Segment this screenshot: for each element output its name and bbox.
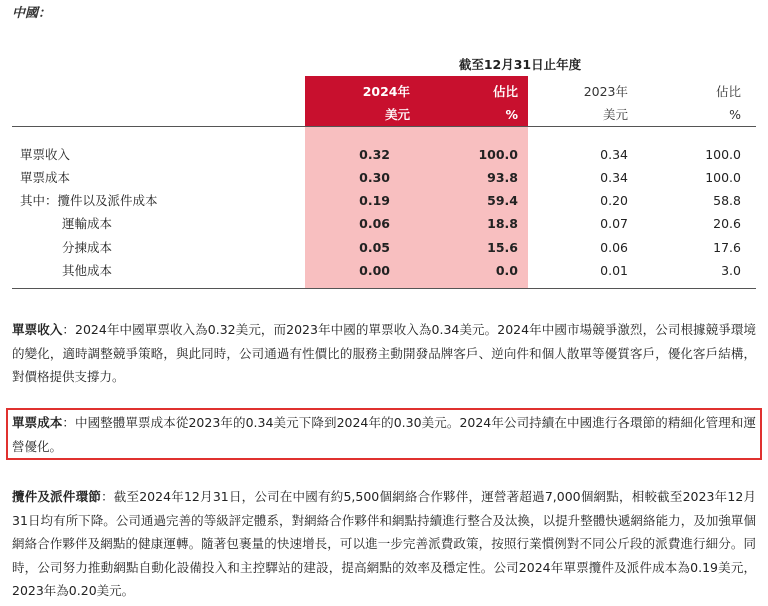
value-2024: 0.06 [359, 216, 390, 231]
cost-paragraph-text: ：中國整體單票成本從2023年的0.34美元下降到2024年的0.30美元。2024年公司持續在中國進行各環節的精細化管理和運營優化。 [12, 415, 756, 454]
row-label: 分揀成本 [62, 240, 113, 255]
value-2023: 0.01 [600, 263, 628, 278]
table-row [0, 212, 768, 235]
row-label: 其他成本 [62, 263, 113, 278]
col-2024-share-unit: % [505, 107, 518, 122]
value-2023: 0.06 [600, 240, 628, 255]
row-label: 運輸成本 [62, 216, 113, 231]
row-label: 單票成本 [20, 170, 71, 185]
share-2023: 17.6 [713, 240, 741, 255]
row-label: 其中：攬件以及派件成本 [20, 193, 158, 208]
share-2023: 100.0 [705, 147, 741, 162]
col-2023-year: 2023年 [583, 84, 628, 99]
share-2024: 15.6 [487, 240, 518, 255]
col-2024-share: 佔比 [492, 84, 518, 99]
value-2024: 0.05 [359, 240, 390, 255]
col-2023-share: 佔比 [715, 84, 741, 99]
table-row [0, 236, 768, 259]
col-2023-share-unit: % [729, 107, 741, 122]
pickup-delivery-paragraph-text: ：截至2024年12月31日，公司在中國有約5,500個網絡合作夥伴，運營著超過7,000個網點，相較截至2023年12月31日均有所下降。公司通過完善的等級評定體系，對網絡合作夥伴和網點持續進行整合及汰換，以提升整體快遞網絡能力，及加強單個網絡合作夥伴及網點的健康運轉。隨著包裹量的快速增長，可以進一步完善派費政策，按照行業慣例對不同公斤段的派費進行細分。同時，公司努力推動網點自動化設備投入和主控驛站的建設，提高網點的效率及穩定性。公司2024年單票攬件及派件成本為0.19美元，2023年為0.20美元。 [12, 489, 756, 598]
cost-paragraph-title: 單票成本 [12, 415, 63, 430]
share-2023: 100.0 [705, 170, 741, 185]
value-2023: 0.07 [600, 216, 628, 231]
col-2024-year: 2024年 [362, 84, 410, 99]
value-2024: 0.30 [359, 170, 390, 185]
share-2024: 18.8 [487, 216, 518, 231]
region-title: 中國： [12, 6, 52, 21]
row-label: 單票收入 [20, 147, 71, 162]
cost-paragraph [12, 411, 756, 458]
value-2024: 0.00 [359, 263, 390, 278]
value-2024: 0.19 [359, 193, 390, 208]
table-header-rule [12, 126, 756, 127]
value-2023: 0.34 [600, 170, 628, 185]
pickup-delivery-paragraph-title: 攬件及派件環節 [12, 489, 102, 504]
share-2023: 3.0 [721, 263, 741, 278]
col-2023-unit: 美元 [602, 107, 628, 122]
value-2023: 0.20 [600, 193, 628, 208]
period-header: 截至12月31日止年度 [458, 57, 582, 72]
share-2024: 93.8 [487, 170, 518, 185]
revenue-paragraph-text: ：2024年中國單票收入為0.32美元，而2023年中國的單票收入為0.34美元。2024年中國市場競爭激烈，公司根據競爭環境的變化，適時調整競爭策略，與此同時，公司通過有性價比的服務主動開發品牌客戶、逆向件和個人散單等優質客戶，優化客戶結構，對價格提供支撐力。 [12, 322, 756, 384]
pickup-delivery-paragraph [12, 485, 756, 603]
col-2024-unit: 美元 [384, 107, 410, 122]
share-2023: 58.8 [713, 193, 741, 208]
table-row [0, 166, 768, 189]
share-2024: 100.0 [478, 147, 518, 162]
revenue-paragraph [12, 318, 756, 389]
share-2023: 20.6 [713, 216, 741, 231]
table-bottom-rule [12, 288, 756, 289]
value-2023: 0.34 [600, 147, 628, 162]
value-2024: 0.32 [359, 147, 390, 162]
share-2024: 59.4 [487, 193, 518, 208]
revenue-paragraph-title: 單票收入 [12, 322, 63, 337]
table-row [0, 143, 768, 166]
table-row [0, 259, 768, 282]
table-row [0, 189, 768, 212]
share-2024: 0.0 [495, 263, 518, 278]
